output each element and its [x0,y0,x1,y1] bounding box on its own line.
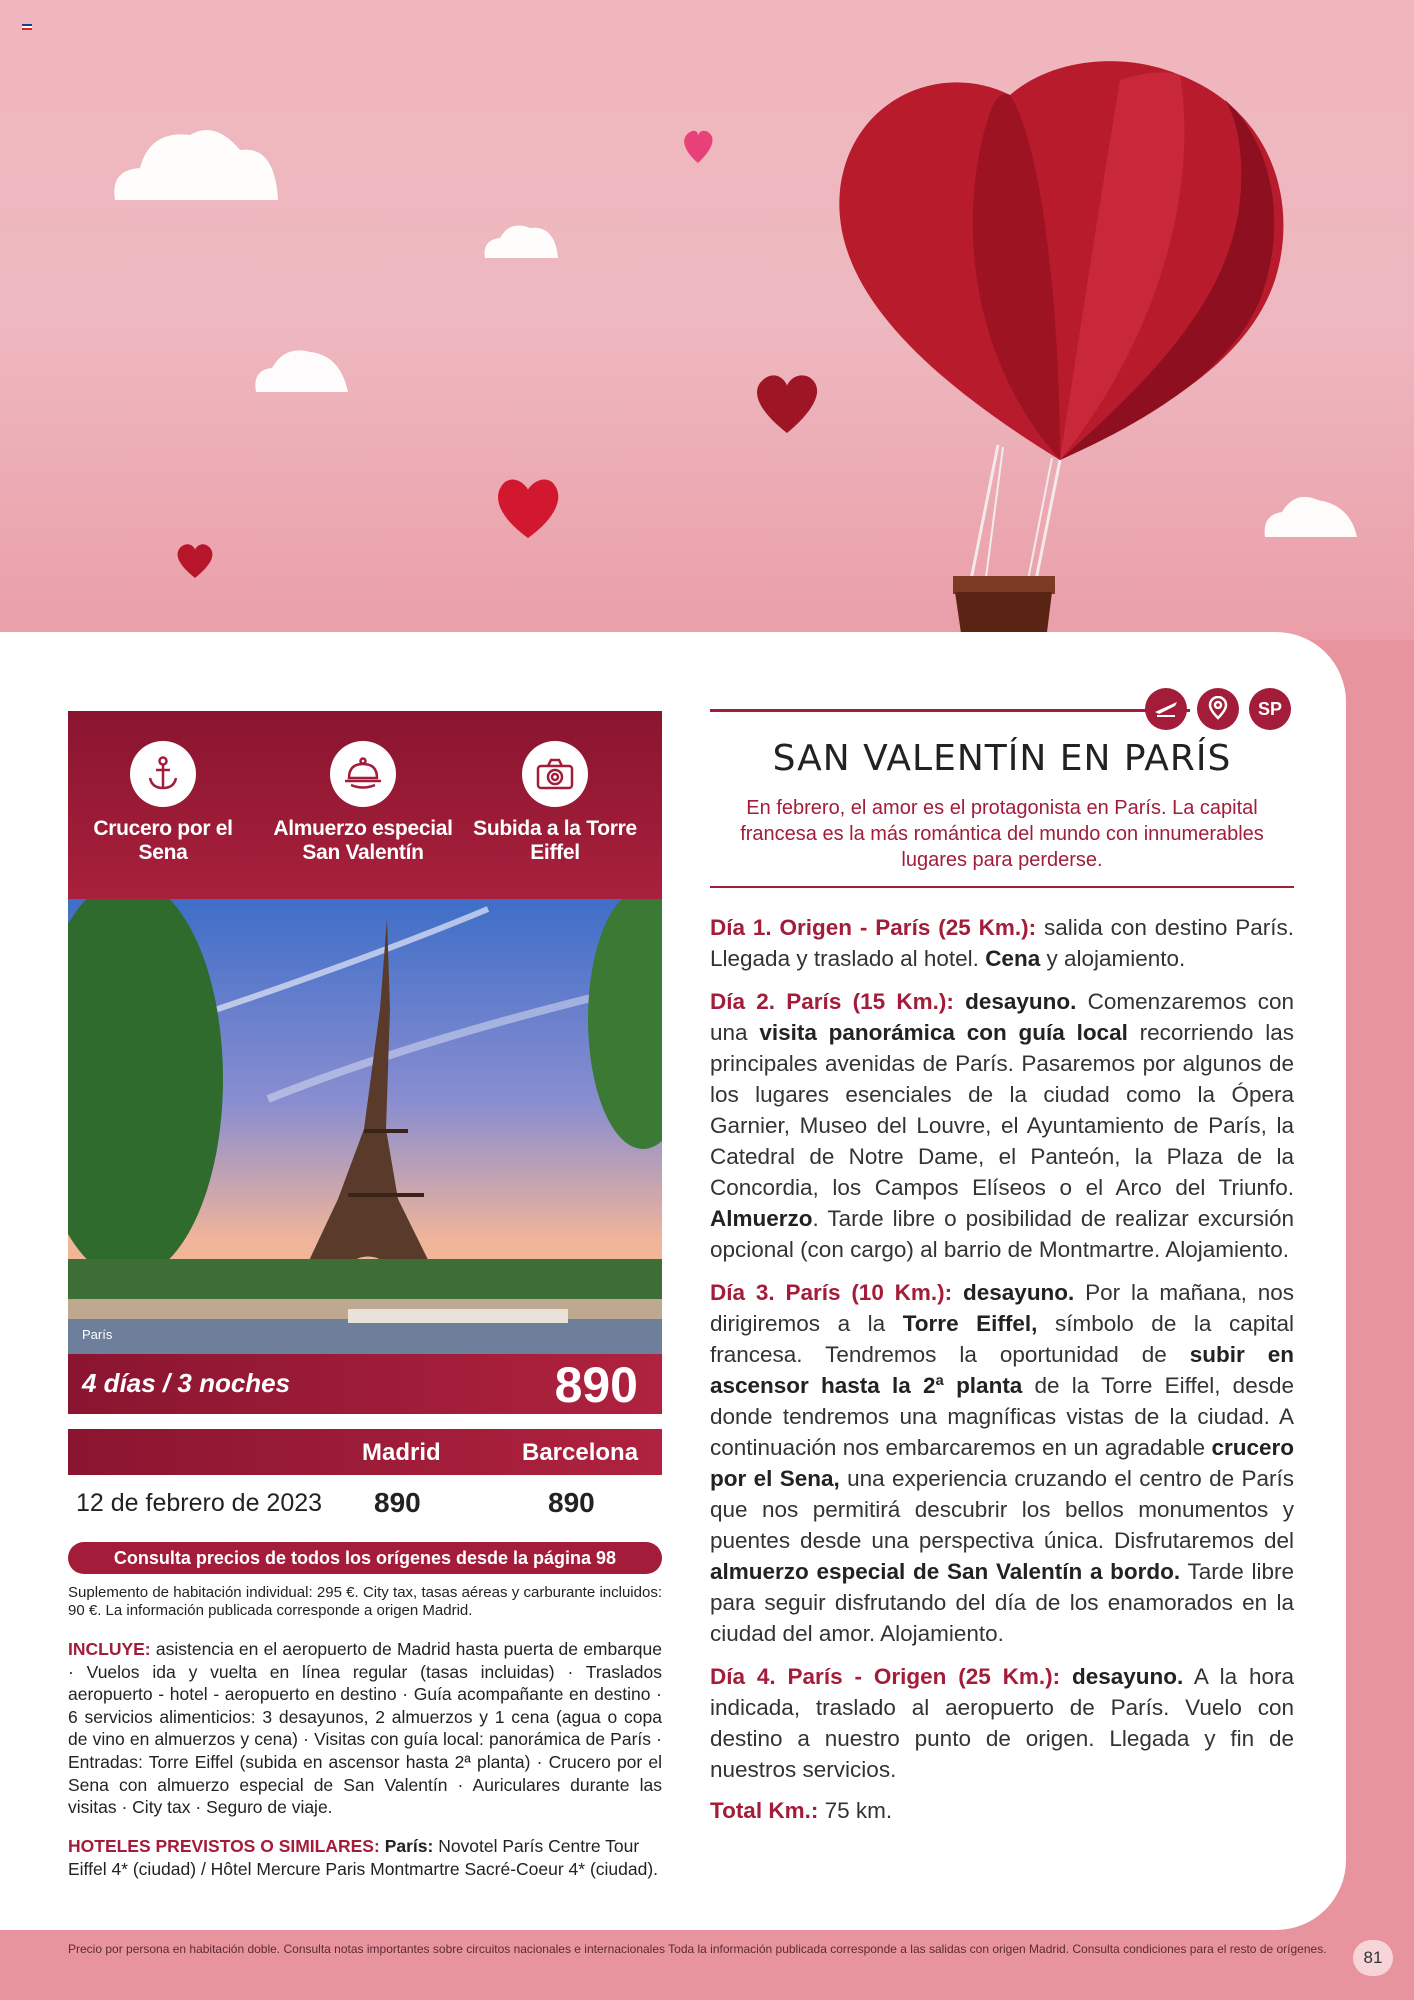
day-text: A la hora indicada, traslado al aeropuerto de París. Vuelo con destino a nuestro punto de origen. Llegada y fin de nuestros servicios. [710,1664,1294,1782]
row-price-madrid: 890 [374,1487,421,1518]
price-value: 890 [554,1357,638,1413]
day-highlight: subir en ascensor hasta la 2ª planta [710,1342,1294,1398]
hotels-section [68,1835,662,1880]
camera-icon [522,741,588,807]
map-pin-icon [1197,688,1239,730]
page-subtitle: En febrero, el amor es el protagonista en París. La capital francesa es la más romántica del mundo con innumerables lugares para perderse. [740,797,1264,871]
price-table-header [68,1429,662,1475]
day-text [952,1280,963,1305]
cloud-icon [485,226,558,258]
table-row [68,1481,662,1529]
supplement-note: Suplemento de habitación individual: 295 €. City tax, tasas aéreas y carburante incluidos: 90 €. La información publicada corresponde a origen Madrid. [68,1584,662,1619]
day-text: . Tarde libre o posibilidad de realizar excursión opcional (con cargo) al barrio de Montmartre. Alojamiento. [710,1206,1294,1262]
heart-icon [178,544,213,578]
features-box [68,711,662,899]
day-highlight: Torre Eiffel, [902,1311,1038,1336]
itinerary-day [710,1661,1294,1785]
day-text: una experiencia cruzando el centro de París que nos permitirá descubrir los bellos monumentos y puentes desde una perspectiva única. Disfrutaremos del [710,1466,1294,1553]
itinerary-day [710,986,1294,1265]
day-text: de la Torre Eiffel, desde donde tendremos una magníficas vistas de la ciudad. A continuación nos embarcaremos en un agradable [710,1373,1294,1460]
day-highlight: visita panorámica con guía local [759,1020,1128,1045]
footer [0,1930,1414,2000]
page-title: SAN VALENTÍN EN PARÍS [772,738,1232,779]
flag-icon [22,24,32,30]
column-barcelona: Barcelona [522,1439,639,1466]
divider [710,886,1294,888]
day-heading: Día 4. París - Origen (25 Km.): [710,1664,1061,1689]
feature-label: Subida a la Torre Eiffel [473,817,637,864]
includes-text: asistencia en el aeropuerto de Madrid hasta puerta de embarque · Vuelos ida y vuelta en línea regular (tasas incluidas) · Traslados aeropuerto - hotel - aeropuerto en destino · Guía acompañante en destino · 6 servicios alimenticios: 3 desayunos, 2 almuerzos y 1 cena (agua o copa de vino en almuerzos y cena) · Visitas con guía local: panorámica de París · Entradas: Torre Eiffel (subida en ascensor hasta 2ª planta) · Crucero por el Sena con almuerzo especial de San Valentín · Auriculares durante las visitas · City tax · Seguro de viaje. [68,1639,662,1818]
consult-banner[interactable]: Consulta precios de todos los orígenes desde la página 98 [68,1542,662,1574]
eiffel-photo [68,899,662,1354]
day-highlight: almuerzo especial de San Valentín a bordo. [710,1559,1181,1584]
day-text: y alojamiento. [1040,946,1186,971]
day-highlight: Almuerzo [710,1206,813,1231]
day-text: recorriendo las principales avenidas de París. Pasaremos por algunos de los lugares esenciales de la ciudad como la Ópera Garnier, Museo del Louvre, el Ayuntamiento de París, la Catedral de Notre Dame, el Panteón, la Plaza de la Concordia, los Campos Elíseos o el Arco del Triunfo. [710,1020,1294,1200]
feature-almuerzo [268,741,458,865]
total-value: 75 km. [818,1798,893,1823]
cloche-icon [330,741,396,807]
day-highlight: Cena [985,946,1041,971]
day-heading: Día 2. París (15 Km.): [710,989,954,1014]
day-highlight: desayuno. [965,989,1077,1014]
feature-label: Crucero por el Sena [93,817,233,864]
hero-illustration [0,0,1414,640]
hotels-label: HOTELES PREVISTOS O SIMILARES: [68,1836,380,1856]
badge-group [1145,688,1295,732]
day-highlight: desayuno. [1072,1664,1184,1689]
legal-note: Precio por persona en habitación doble. Consulta notas importantes sobre circuitos nacionales e internacionales Toda la información publicada corresponde a las salidas con origen Madrid. Consulta condiciones para el resto de orígenes. [68,1942,1327,1956]
plane-icon [1145,688,1187,730]
duration-label: 4 días / 3 noches [82,1368,291,1398]
hotels-city: París: [384,1836,434,1856]
column-madrid: Madrid [362,1439,441,1466]
divider [710,709,1190,712]
day-text: Comenzaremos con una [710,989,1294,1045]
cloud-icon [114,130,278,200]
day-text: Por la mañana, nos dirigiremos a la [710,1280,1294,1336]
heart-icon [498,480,558,538]
row-date: 12 de febrero de 2023 [76,1489,323,1517]
feature-torre [460,741,650,865]
anchor-icon [130,741,196,807]
balloon-illustration [839,61,1283,640]
cloud-icon [1265,497,1357,537]
price-band [68,1354,662,1414]
itinerary-day [710,1277,1294,1649]
itinerary [710,912,1294,1797]
day-text: Tarde libre para seguir disfrutando del día de los enamorados en la ciudad del amor. Alojamiento. [710,1559,1294,1646]
day-text [954,989,965,1014]
heart-icon [684,131,712,163]
day-heading: Día 1. Origen - París (25 Km.): [710,915,1037,940]
total-km [710,1798,892,1824]
hotels-text: Novotel París Centre Tour Eiffel 4* (ciudad) / Hôtel Mercure Paris Montmartre Sacré-Coeur 4* (ciudad). [68,1836,659,1879]
day-text [1060,1664,1072,1689]
day-heading: Día 3. París (10 Km.): [710,1280,953,1305]
includes-section [68,1638,662,1819]
photo-caption: París [82,1327,113,1342]
cloud-icon [255,350,348,392]
itinerary-day [710,912,1294,974]
day-highlight: desayuno. [963,1280,1075,1305]
feature-label: Almuerzo especial San Valentín [273,817,453,864]
day-text: símbolo de la capital francesa. Tendremos la oportunidad de [710,1311,1294,1367]
day-text: salida con destino París. Llegada y traslado al hotel. [710,915,1295,971]
page-number: 81 [1353,1940,1393,1976]
total-label: Total Km.: [710,1798,819,1823]
day-highlight: crucero por el Sena, [710,1435,1294,1491]
sp-badge: SP [1249,688,1291,730]
heart-icon [757,375,817,433]
includes-label: INCLUYE: [68,1639,151,1659]
row-price-barcelona: 890 [548,1487,595,1518]
feature-crucero [68,741,258,865]
